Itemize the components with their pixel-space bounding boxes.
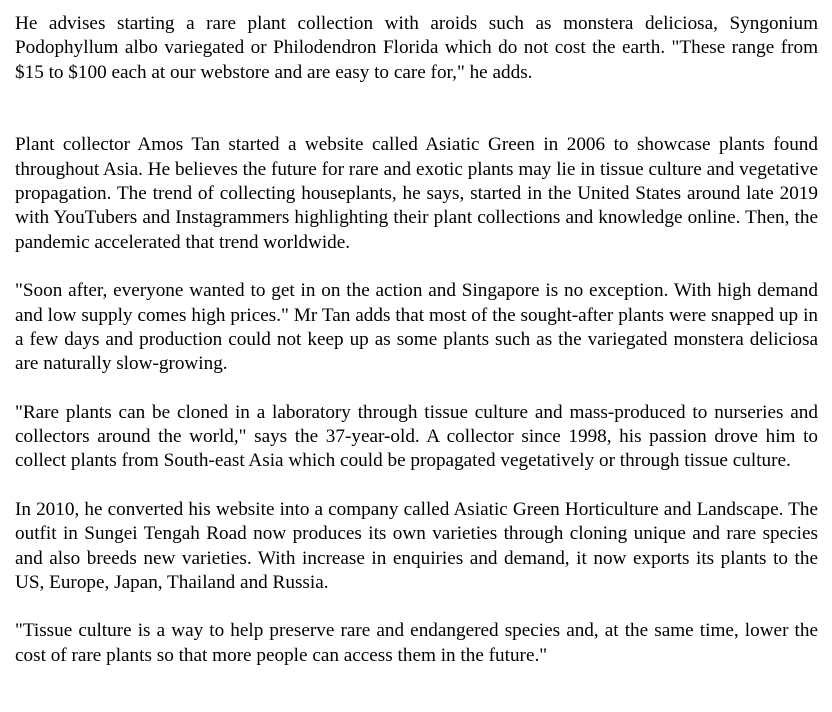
paragraph-asiatic-green-origin: Plant collector Amos Tan started a website called Asiatic Green in 2006 to showcase plants found throughout Asia. He believes the future for rare and exotic plants may lie in tissue culture and vegetative propagation. The trend of collecting houseplants, he says, started in the United States around late 2019 with YouTubers and Instagrammers highlighting their plant collections and knowledge online. Then, the pandemic accelerated that trend worldwide. — [15, 134, 818, 253]
paragraph-closing-quote: "Tissue culture is a way to help preserve rare and endangered species and, at the same time, lower the cost of rare plants so that more people can access them in the future." — [15, 620, 818, 666]
paragraph-tissue-culture-cloning: "Rare plants can be cloned in a laboratory through tissue culture and mass-produced to nurseries and collectors around the world," says the 37-year-old. A collector since 1998, his passion drove him to collect plants from South-east Asia which could be propagated vegetatively or through tissue culture. — [15, 401, 818, 472]
paragraph-singapore-demand: "Soon after, everyone wanted to get in on the action and Singapore is no exception. With high demand and low supply comes high prices." Mr Tan adds that most of the sought-after plants were snapped up in a few days and production could not keep up as some plants such as the variegated monstera deliciosa are naturally slow-growing. — [15, 280, 818, 375]
paragraph-webstore-prices: He advises starting a rare plant collection with aroids such as monstera deliciosa, Syngonium Podophyllum albo variegated or Philodendron Florida which do not cost the earth. "These range from $15 to $100 each at our webstore and are easy to care for," he adds. — [15, 13, 818, 83]
article-body — [15, 12, 818, 668]
paragraph-company-exports: In 2010, he converted his website into a company called Asiatic Green Horticulture and Landscape. The outfit in Sungei Tengah Road now produces its own varieties through cloning unique and rare species and also breeds new varieties. With increase in enquiries and demand, it now exports its plants to the US, Europe, Japan, Thailand and Russia. — [15, 498, 818, 593]
